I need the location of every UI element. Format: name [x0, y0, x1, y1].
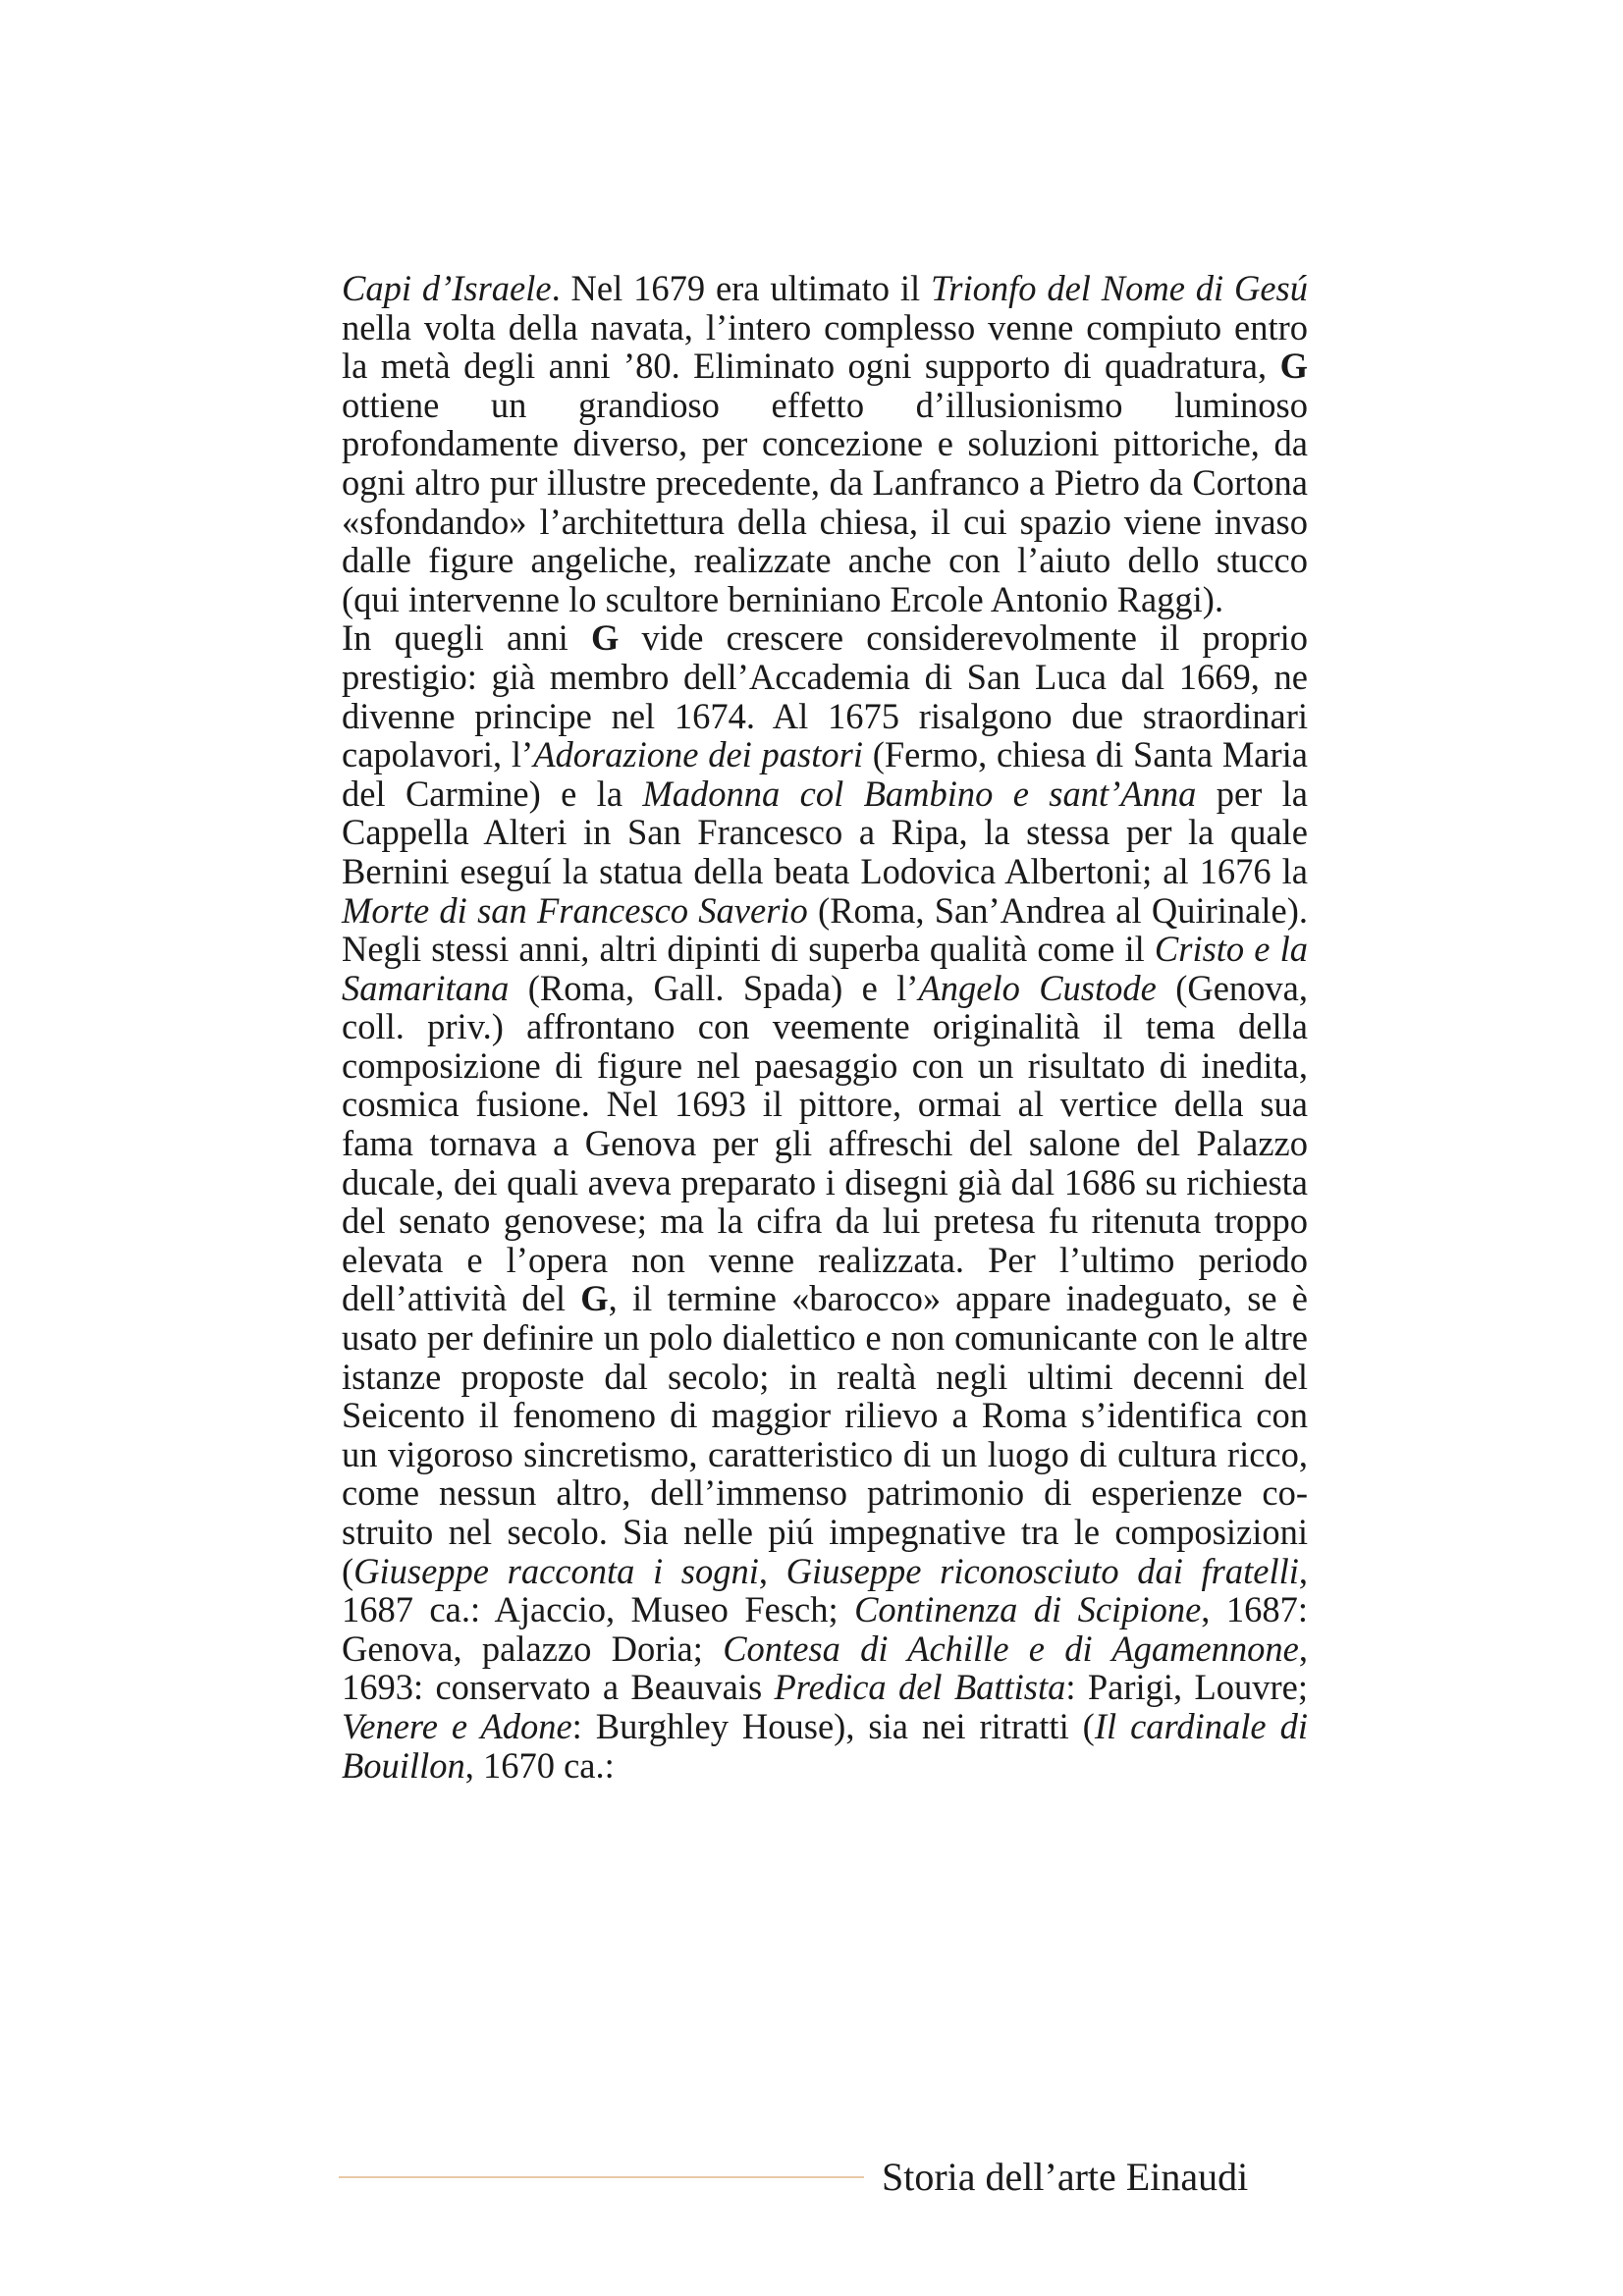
italic-run: Capi d’Israele	[342, 268, 552, 308]
text-run: , 1687 ca.: Ajaccio, Museo Fesch;	[342, 1550, 1309, 1630]
text-run: : Burghley House), sia nei ritratti (	[571, 1705, 1095, 1746]
text-run: (Roma, Gall. Spada) e l’	[509, 967, 919, 1008]
bold-run: G	[1279, 346, 1308, 387]
italic-run: Giuseppe racconta i sogni	[353, 1550, 759, 1591]
footer-title: Storia dell’arte Einaudi	[882, 2155, 1249, 2199]
text-run: . Nel 1679 era ultimato il	[551, 268, 931, 308]
italic-run: Adorazione dei pastori	[533, 734, 863, 775]
text-run: : Parigi, Louvre;	[1065, 1667, 1309, 1708]
text-run: (Fermo, chiesa di Santa Maria del Carmine) e la	[342, 734, 1308, 814]
paragraph-2	[342, 618, 1308, 1785]
text-run: ottiene un grandioso effetto d’illusionismo luminoso profondamente diverso, per concezione e soluzioni pittoriche, da ogni altro pur illustre precedente, da Lanfranco a Pietro da Cortona «sfondando» l’architettura della chiesa, il cui spazio viene invaso dalle figure angeliche, realizzate anche con l’aiuto dello stucco (qui intervenne lo scultore berniniano Ercole Antonio Raggi).	[342, 384, 1308, 619]
italic-run: Angelo Custode	[918, 967, 1157, 1008]
text-run: ,	[758, 1550, 786, 1591]
italic-run: Trionfo del Nome di Gesú	[930, 268, 1308, 308]
body-text	[342, 269, 1308, 1785]
footer-rule	[339, 2176, 864, 2178]
italic-run: Venere e Adone	[342, 1705, 572, 1746]
italic-run: Predica del Battista	[774, 1667, 1066, 1708]
text-run: per la Cappella Alteri in San Francesco a Ripa, la stessa per la quale Bernini eseguí la statua della beata Lodovica Albertoni; al 1676 la	[342, 773, 1308, 891]
text-run: vide crescere considerevolmente il proprio prestigio: già membro dell’Accademia di San Luca dal 1669, ne divenne principe nel 1674. Al 1675 risalgono due straordinari capolavori, l’	[342, 617, 1308, 775]
italic-run: Cristo e la Samaritana	[342, 929, 1308, 1008]
text-run: (Genova, coll. priv.) affrontano con veemente originalità il tema della composizione di figure nel paesaggio con un risultato di inedita, cosmica fusione. Nel 1693 il pittore, ormai al vertice della sua fama tornava a Genova per gli affreschi del salone del Palazzo ducale, dei quali aveva preparato i disegni già dal 1686 su richiesta del senato genovese; ma la cifra da lui pretesa fu ritenuta troppo elevata e l’opera non venne realizzata. Per l’ultimo periodo dell’attività del	[342, 967, 1308, 1319]
italic-run: Il cardinale di Bouillon	[342, 1705, 1308, 1786]
italic-run: Madonna col Bambino e sant’Anna	[642, 773, 1197, 814]
italic-run: Morte di san Francesco Saverio	[342, 889, 808, 931]
bold-run: G	[580, 1278, 609, 1319]
bold-run: G	[590, 617, 620, 659]
italic-run: Giuseppe riconosciuto dai fratelli	[785, 1550, 1299, 1591]
text-run: , 1693: conservato a Beauvais	[342, 1628, 1309, 1708]
text-run: In quegli anni	[342, 617, 591, 659]
italic-run: Continenza di Scipione	[854, 1589, 1202, 1630]
paragraph-1	[342, 269, 1308, 618]
text-run: nella volta della navata, l’intero complesso venne compiuto entro la metà degli anni ’80. Eliminato ogni supporto di quadratura,	[342, 306, 1308, 387]
text-run: , il termine «barocco» appare inadeguato, se è usato per definire un polo dialettico e non comunicante con le altre istanze proposte dal secolo; in realtà negli ultimi decenni del Seicento il fenomeno di maggior rilievo a Roma s’identifica con un vigoroso sincretismo, caratteristico di un luogo di cultura ricco, come nessun altro, dell’immenso patrimonio di esperienze costruito nel secolo. Sia nelle piú impegnative tra le composizioni (	[342, 1278, 1309, 1591]
text-run: , 1687: Genova, palazzo Doria;	[342, 1589, 1308, 1669]
text-run: , 1670 ca.:	[464, 1744, 615, 1786]
italic-run: Contesa di Achille e di Agamennone	[723, 1628, 1299, 1669]
text-run: (Roma, San’Andrea al Quirinale). Negli stessi anni, altri dipinti di superba qualità come il	[342, 889, 1308, 970]
